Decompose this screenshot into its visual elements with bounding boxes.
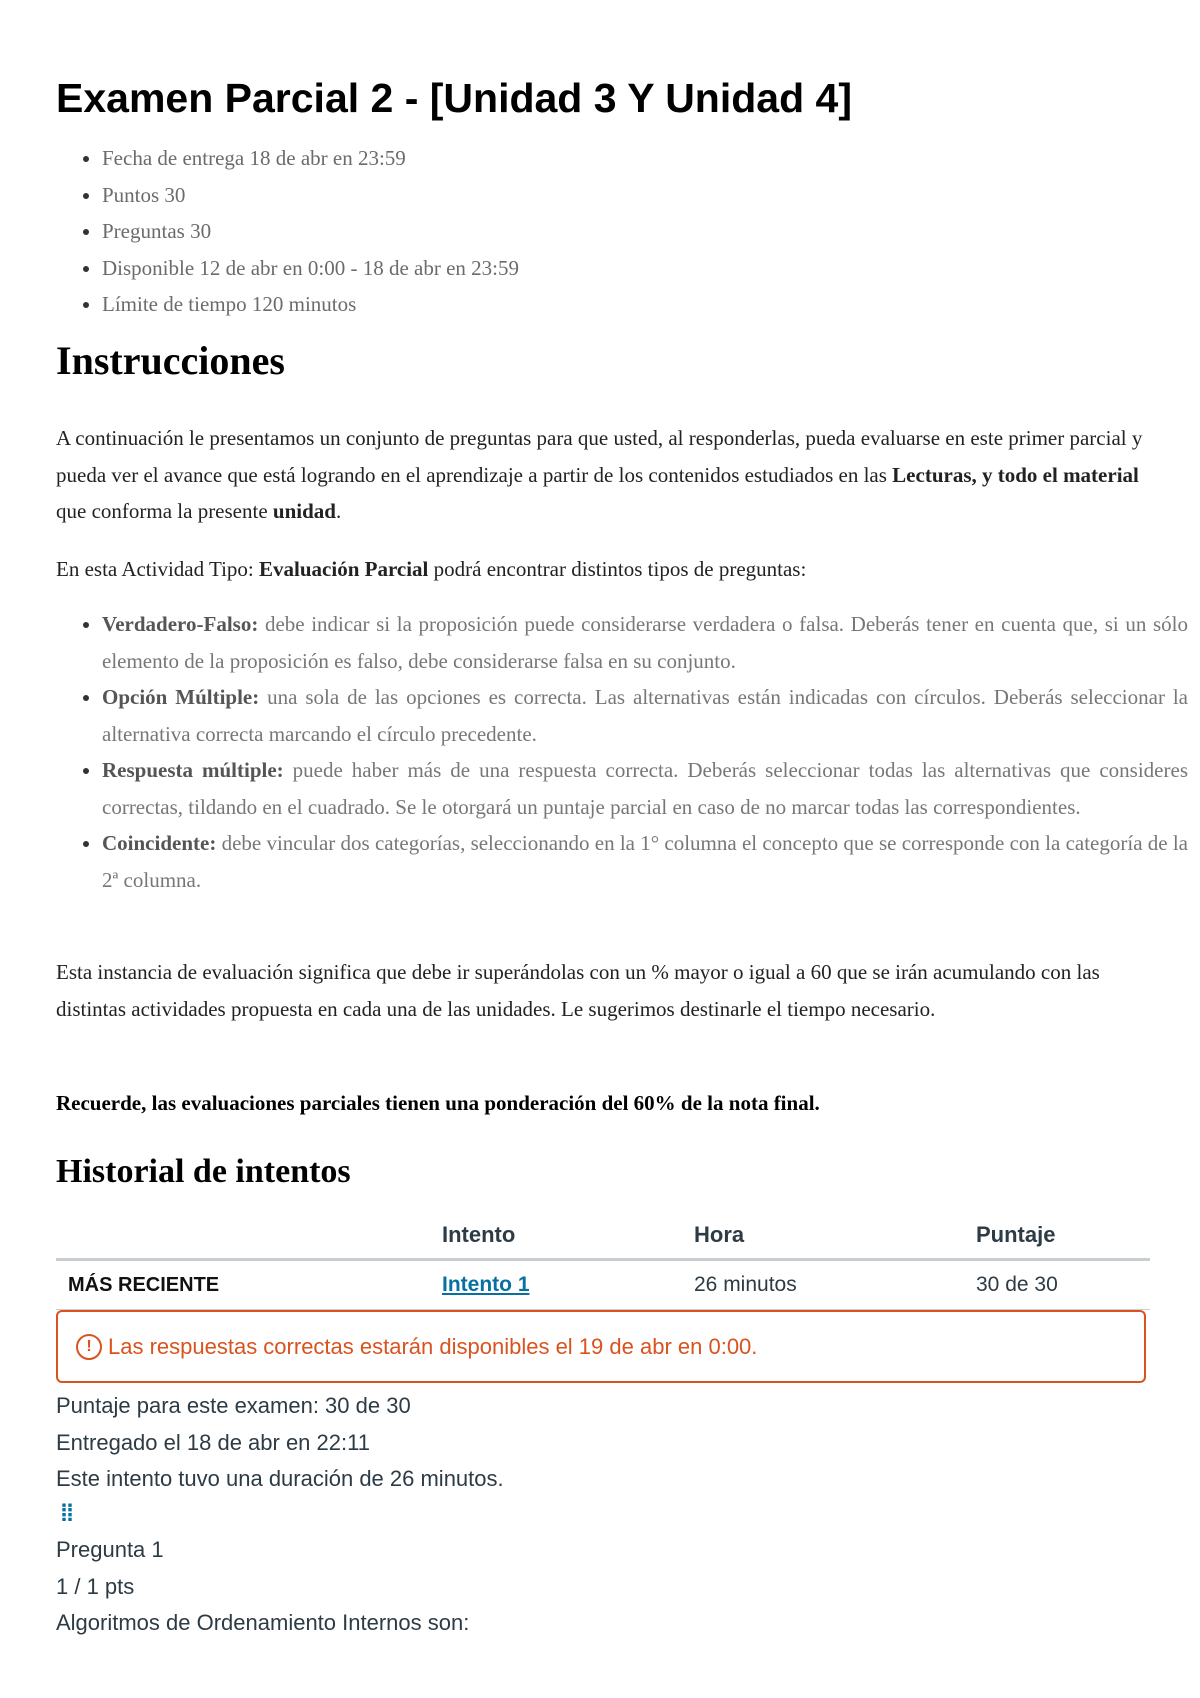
question-type-name: Verdadero-Falso: bbox=[102, 612, 259, 636]
column-header-time: Hora bbox=[682, 1212, 964, 1260]
text: podrá encontrar distintos tipos de preguntas: bbox=[428, 557, 807, 581]
question-type-item bbox=[102, 825, 1188, 898]
emphasis-activity-type: Evaluación Parcial bbox=[259, 557, 429, 581]
question-text: Algoritmos de Ordenamiento Internos son: bbox=[56, 1610, 470, 1635]
question-type-item bbox=[102, 679, 1188, 752]
page-title: Examen Parcial 2 - [Unidad 3 Y Unidad 4] bbox=[56, 75, 852, 121]
text: . bbox=[335, 499, 342, 523]
question-type-desc: puede haber más de una respuesta correcta. Deberás seleccionar todas las alternativas que consideres correctas, tildando en el cuadrado. Se le otorgará un puntaje parcial en caso de no marcar todas las correspondientes. bbox=[102, 758, 1188, 819]
instructions-heading: Instrucciones bbox=[56, 338, 285, 383]
instructions-paragraph-1 bbox=[56, 420, 1146, 530]
emphasis-unit: unidad bbox=[272, 499, 336, 523]
instructions-paragraph-2 bbox=[56, 551, 1146, 588]
text: que conforma la presente bbox=[56, 499, 273, 523]
attempt-time: 26 minutos bbox=[682, 1260, 964, 1310]
question-type-desc: una sola de las opciones es correcta. Las alternativas están indicadas con círculos. Deberás seleccionar la alternativa correcta marcando el círculo precedente. bbox=[102, 685, 1188, 746]
questions-count: • Preguntas 30 bbox=[102, 213, 519, 250]
instructions-paragraph-3: Esta instancia de evaluación significa que debe ir superándolas con un % mayor o igual a 60 que se irán acumulando con las distintas actividades propuesta en cada una de las unidades. Le sugerimos destinarle el tiempo necesario. bbox=[56, 960, 1100, 1021]
text: En esta Actividad Tipo: bbox=[56, 557, 260, 581]
drag-handle-icon[interactable]: ⁞⁞ bbox=[60, 1500, 72, 1527]
most-recent-label: MÁS RECIENTE bbox=[56, 1260, 430, 1310]
warning-icon: ! bbox=[76, 1334, 102, 1360]
emphasis-materials: Lecturas, y todo el material bbox=[892, 462, 1139, 487]
question-points: 1 / 1 pts bbox=[56, 1573, 135, 1599]
question-type-name: Opción Múltiple: bbox=[102, 685, 260, 709]
alert-text: Las respuestas correctas estarán disponibles el 19 de abr en 0:00. bbox=[108, 1333, 758, 1359]
attempt-history-table bbox=[56, 1212, 1150, 1310]
table-row bbox=[56, 1260, 1150, 1310]
question-type-name: Respuesta múltiple: bbox=[102, 758, 284, 782]
submitted-date: Entregado el 18 de abr en 22:11 bbox=[56, 1429, 370, 1455]
points: • Puntos 30 bbox=[102, 177, 519, 214]
weighting-note: Recuerde, las evaluaciones parciales tienen una ponderación del 60% de la nota final. bbox=[56, 1091, 820, 1115]
availability: • Disponible 12 de abr en 0:00 - 18 de abr en 23:59 bbox=[102, 250, 519, 287]
question-type-desc: debe indicar si la proposición puede considerarse verdadera o falsa. Deberás tener en cuenta que, si un sólo elemento de la proposición es falso, debe considerarse falsa en su conjunto. bbox=[102, 612, 1188, 673]
question-label: Pregunta 1 bbox=[56, 1537, 164, 1562]
time-limit: • Límite de tiempo 120 minutos bbox=[102, 286, 519, 323]
question-types-list bbox=[56, 606, 1188, 898]
column-header-attempt: Intento bbox=[430, 1212, 682, 1260]
question-type-item bbox=[102, 606, 1188, 679]
attempt-score: 30 de 30 bbox=[964, 1260, 1150, 1310]
column-header bbox=[56, 1212, 430, 1260]
question-type-desc: debe vincular dos categorías, seleccionando en la 1° columna el concepto que se corresponde con la categoría de la 2ª columna. bbox=[102, 831, 1188, 892]
answers-availability-alert bbox=[56, 1310, 1146, 1383]
question-1 bbox=[56, 1532, 469, 1642]
due-date: • Fecha de entrega 18 de abr en 23:59 bbox=[102, 140, 519, 177]
question-type-name: Coincidente: bbox=[102, 831, 217, 855]
attempt-cell bbox=[430, 1260, 682, 1310]
exam-score: Puntaje para este examen: 30 de 30 bbox=[56, 1393, 411, 1418]
column-header-score: Puntaje bbox=[964, 1212, 1150, 1260]
attempt-link[interactable]: Intento 1 bbox=[442, 1273, 530, 1296]
table-header-row bbox=[56, 1212, 1150, 1260]
attempt-duration: Este intento tuvo una duración de 26 minutos. bbox=[56, 1466, 504, 1491]
question-type-item bbox=[102, 752, 1188, 825]
text: A continuación le presentamos un conjunto de preguntas para que usted, al responderlas, pueda evaluarse en este primer parcial y pueda ver el avance que está logrando en el aprendizaje a partir de los contenidos estudiados en las bbox=[56, 426, 1143, 487]
attempt-summary bbox=[56, 1388, 504, 1498]
quiz-details-list bbox=[56, 140, 519, 323]
attempt-history-heading: Historial de intentos bbox=[56, 1153, 351, 1190]
